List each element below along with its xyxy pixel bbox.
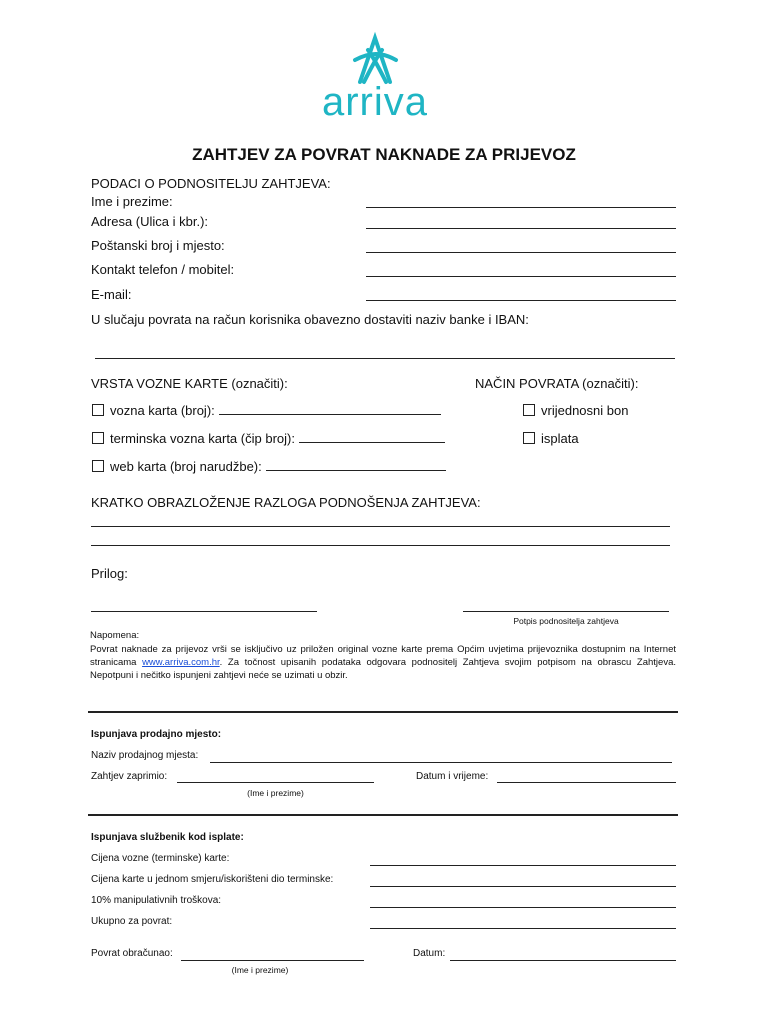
field-label-phone: Kontakt telefon / mobitel: xyxy=(91,262,235,277)
payout-date-label: Datum: xyxy=(413,948,446,959)
note-text-part2: . Za točnost upisanih podataka odgovara podnositelj Zahtjeva svojim potpisom na obrascu Zahtjeva. Nepotpuni i nečitko ispunjeni zahtjevi neće se uzimati u obzir. xyxy=(90,657,676,681)
payout-label-total: Ukupno za povrat: xyxy=(91,916,173,927)
calculated-by-caption: (Ime i prezime) xyxy=(231,965,289,975)
received-by-label: Zahtjev zaprimio: xyxy=(91,771,168,782)
received-by-line[interactable] xyxy=(177,782,374,783)
ticket-number-line[interactable] xyxy=(219,403,441,415)
ticket-option-label: terminska vozna karta (čip broj): xyxy=(110,431,295,446)
note-heading: Napomena: xyxy=(90,630,140,641)
payout-date-line[interactable] xyxy=(450,960,676,961)
field-line-postal[interactable] xyxy=(366,252,676,253)
sales-point-heading: Ispunjava prodajno mjesto: xyxy=(91,729,222,740)
field-line-address[interactable] xyxy=(366,228,676,229)
attachment-label: Prilog: xyxy=(91,566,128,581)
bank-note: U slučaju povrata na račun korisnika obavezno dostaviti naziv banke i IBAN: xyxy=(91,312,529,327)
note-text-part1: Povrat naknade za prijevoz vrši se isključivo uz priložen original vozne karte prema Općim uvjetima prijevoznika dostupnim na Internet stranicama xyxy=(90,644,676,668)
payout-line-oneway[interactable] xyxy=(370,886,676,887)
signature-caption: Potpis podnositelja zahtjeva xyxy=(513,616,619,626)
datetime-label: Datum i vrijeme: xyxy=(416,771,489,782)
checkbox-icon[interactable] xyxy=(92,404,104,416)
payout-label-fee: 10% manipulativnih troškova: xyxy=(91,895,222,906)
field-label-name: Ime i prezime: xyxy=(91,194,173,209)
field-label-address: Adresa (Ulica i kbr.): xyxy=(91,214,209,229)
ticket-option-terminska[interactable] xyxy=(92,431,445,446)
note-text xyxy=(90,643,676,682)
received-by-caption: (Ime i prezime) xyxy=(247,788,304,798)
refund-method-heading: NAČIN POVRATA (označiti): xyxy=(475,376,639,391)
payout-label-oneway: Cijena karte u jednom smjeru/iskorišteni dio terminske: xyxy=(91,874,334,885)
refund-option-bon[interactable] xyxy=(523,403,628,418)
payout-line-fee[interactable] xyxy=(370,907,676,908)
payout-line-total[interactable] xyxy=(370,928,676,929)
payout-line-price[interactable] xyxy=(370,865,676,866)
field-line-email[interactable] xyxy=(366,300,676,301)
arriva-logo xyxy=(300,30,450,130)
form-title: ZAHTJEV ZA POVRAT NAKNADE ZA PRIJEVOZ xyxy=(192,145,576,164)
payout-label-price: Cijena vozne (terminske) karte: xyxy=(91,853,230,864)
signature-line[interactable] xyxy=(463,611,669,612)
website-link[interactable]: www.arriva.com.hr xyxy=(142,657,220,668)
ticket-type-heading: VRSTA VOZNE KARTE (označiti): xyxy=(91,376,288,391)
field-line-phone[interactable] xyxy=(366,276,676,277)
field-line-name[interactable] xyxy=(366,207,676,208)
applicant-heading: PODACI O PODNOSITELJU ZAHTJEVA: xyxy=(91,176,331,191)
reason-line-2[interactable] xyxy=(91,545,670,546)
checkbox-icon[interactable] xyxy=(523,404,535,416)
refund-option-isplata[interactable] xyxy=(523,431,579,446)
sales-point-name-label: Naziv prodajnog mjesta: xyxy=(91,750,199,761)
arriva-logo-text: arriva xyxy=(321,80,429,124)
section-divider xyxy=(88,711,678,713)
order-number-line[interactable] xyxy=(266,459,446,471)
payout-heading: Ispunjava službenik kod isplate: xyxy=(91,832,244,843)
refund-option-label: vrijednosni bon xyxy=(541,403,629,418)
sales-point-name-line[interactable] xyxy=(210,762,672,763)
checkbox-icon[interactable] xyxy=(523,432,535,444)
checkbox-icon[interactable] xyxy=(92,432,104,444)
reason-line-1[interactable] xyxy=(91,526,670,527)
field-label-postal: Poštanski broj i mjesto: xyxy=(91,238,225,253)
ticket-option-web[interactable] xyxy=(92,459,446,474)
chip-number-line[interactable] xyxy=(299,431,445,443)
datetime-line[interactable] xyxy=(497,782,676,783)
calculated-by-line[interactable] xyxy=(181,960,364,961)
ticket-option-label: vozna karta (broj): xyxy=(110,403,215,418)
refund-option-label: isplata xyxy=(541,431,579,446)
field-line-bank-iban[interactable] xyxy=(95,358,675,359)
reason-heading: KRATKO OBRAZLOŽENJE RAZLOGA PODNOŠENJA ZAHTJEVA: xyxy=(91,495,481,510)
section-divider xyxy=(88,814,678,816)
ticket-option-vozna[interactable] xyxy=(92,403,441,418)
calculated-by-label: Povrat obračunao: xyxy=(91,948,173,959)
ticket-option-label: web karta (broj narudžbe): xyxy=(110,459,262,474)
checkbox-icon[interactable] xyxy=(92,460,104,472)
attachment-line[interactable] xyxy=(91,611,317,612)
field-label-email: E-mail: xyxy=(91,287,132,302)
